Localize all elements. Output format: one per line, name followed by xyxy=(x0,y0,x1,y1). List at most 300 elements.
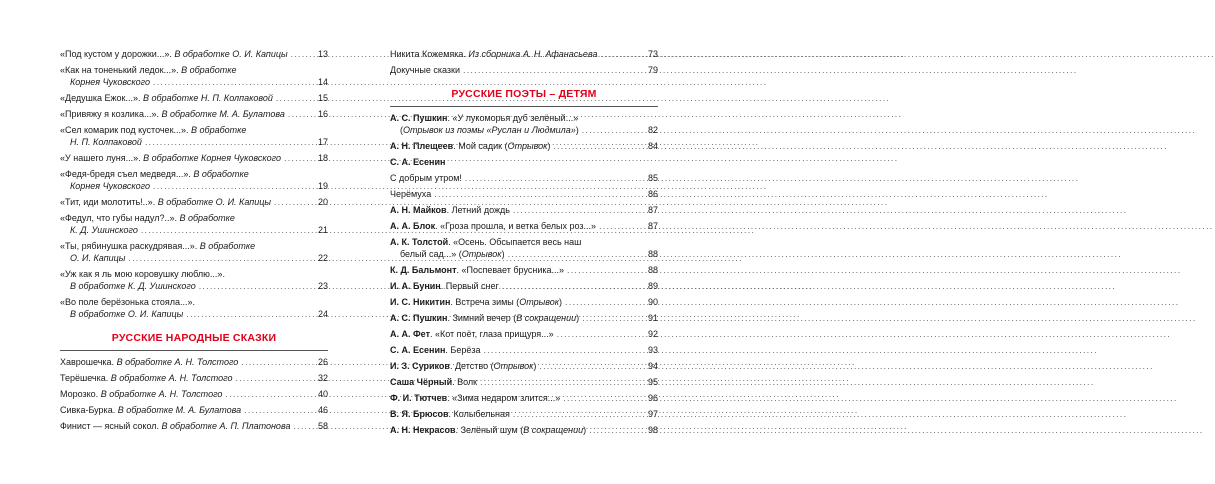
page-number: 96 xyxy=(647,393,658,403)
dot-leader xyxy=(567,264,641,276)
entry-line xyxy=(60,92,328,104)
entry-text xyxy=(390,237,581,247)
entry-title-end: ) xyxy=(576,313,580,323)
entry-line xyxy=(390,188,658,200)
entry-text xyxy=(60,169,249,179)
author-name: И. С. Никитин xyxy=(390,297,451,307)
entry-text xyxy=(60,404,241,416)
page-number: 46 xyxy=(317,405,328,415)
entry-text xyxy=(60,196,271,208)
toc-entry xyxy=(390,156,658,168)
toc-entry xyxy=(390,220,658,232)
dot-leader xyxy=(293,420,311,432)
entry-text xyxy=(60,125,246,135)
toc-entry xyxy=(390,172,658,184)
toc-entry xyxy=(390,140,658,152)
toc-entry xyxy=(390,280,658,292)
entry-line xyxy=(60,180,328,192)
entry-line xyxy=(60,240,328,252)
left-column xyxy=(60,48,328,436)
entry-line xyxy=(60,76,328,88)
author-name: А. А. Блок xyxy=(390,221,436,231)
toc-entry xyxy=(60,108,328,120)
entry-text xyxy=(390,280,499,292)
toc-entry xyxy=(60,240,328,264)
entry-line xyxy=(60,168,328,180)
entry-title: ( xyxy=(400,125,403,135)
dot-leader xyxy=(508,248,641,260)
entry-title: . «Осень. Обсыпается весь наш xyxy=(448,237,582,247)
entry-line xyxy=(390,360,658,372)
dot-leader xyxy=(284,152,311,164)
author-name: А. Н. Плещеев xyxy=(390,141,454,151)
entry-line xyxy=(60,64,328,76)
toc-entry xyxy=(390,328,658,340)
toc-entry xyxy=(390,64,658,76)
page-number: 98 xyxy=(647,425,658,435)
dot-leader xyxy=(291,48,311,60)
dot-leader xyxy=(553,140,641,152)
toc-entry xyxy=(390,296,658,308)
entry-text xyxy=(70,280,196,292)
entry-line xyxy=(60,388,328,400)
entry-title: Терёшечка. xyxy=(60,373,109,383)
dot-leader xyxy=(589,424,641,436)
dot-leader xyxy=(274,196,311,208)
toc-entry xyxy=(60,404,328,416)
entry-line xyxy=(60,152,328,164)
entry-title: Хаврошечка. xyxy=(60,357,115,367)
toc-entry xyxy=(390,424,658,436)
entry-title: Финист — ясный сокол. xyxy=(60,421,160,431)
entry-text xyxy=(390,204,510,216)
entry-text xyxy=(390,188,431,200)
page-number: 13 xyxy=(317,49,328,59)
entry-line xyxy=(390,220,658,232)
entry-title: . Мой садик ( xyxy=(453,141,508,151)
dot-leader xyxy=(539,360,641,372)
entry-title: Морозко. xyxy=(60,389,99,399)
author-name: И. А. Бунин xyxy=(390,281,441,291)
entry-line xyxy=(60,280,328,292)
section-title-poets: РУССКИЕ ПОЭТЫ – ДЕТЯМ xyxy=(451,88,597,100)
page-number: 22 xyxy=(317,253,328,263)
toc-entry xyxy=(390,112,658,136)
entry-text xyxy=(60,152,281,164)
entry-line xyxy=(390,408,658,420)
entry-text xyxy=(70,252,125,264)
entry-text xyxy=(390,220,596,232)
toc-entry xyxy=(390,392,658,404)
dot-leader xyxy=(502,280,641,292)
author-name: А. К. Толстой xyxy=(390,237,449,247)
author-name: С. А. Есенин xyxy=(390,157,446,167)
entry-title: «Сел комарик под кусточек...». xyxy=(60,125,189,135)
entry-text xyxy=(390,113,578,123)
entry-note: В обработке Корнея Чуковского xyxy=(140,153,282,163)
entry-text xyxy=(390,64,460,76)
toc-entry xyxy=(60,372,328,384)
dot-leader xyxy=(513,408,641,420)
entry-note: В обработке А. Н. Толстого xyxy=(108,373,233,383)
entry-note: В обработке А. Н. Толстого xyxy=(114,357,239,367)
toc-entry xyxy=(60,48,328,60)
page-number: 89 xyxy=(647,281,658,291)
entry-text xyxy=(390,424,586,436)
entry-note: В обработке О. И. Капицы xyxy=(70,309,184,319)
dot-leader xyxy=(241,356,311,368)
entry-title: . Берёза xyxy=(445,345,481,355)
entry-title-end: ) xyxy=(559,297,563,307)
entry-line xyxy=(60,308,328,320)
page-number: 93 xyxy=(647,345,658,355)
toc-entry xyxy=(60,356,328,368)
toc-entry xyxy=(60,124,328,148)
page-number: 97 xyxy=(647,409,658,419)
entry-title: Черёмуха xyxy=(390,189,432,199)
entry-title: «Федул, что губы надул?..». xyxy=(60,213,177,223)
author-name: Ф. И. Тютчев xyxy=(390,393,448,403)
author-name: А. Н. Некрасов xyxy=(390,425,456,435)
toc-entry xyxy=(390,360,658,372)
toc-entry xyxy=(390,312,658,324)
entry-title-end: ) xyxy=(583,425,587,435)
entry-line xyxy=(390,112,658,124)
dot-leader xyxy=(557,328,641,340)
entry-note: В обработке xyxy=(176,213,235,223)
entry-text xyxy=(390,360,536,372)
entry-title-end: ) xyxy=(501,249,505,259)
entry-text xyxy=(390,172,462,184)
entry-note: В обработке xyxy=(178,65,237,75)
entry-text xyxy=(60,420,290,432)
entry-line xyxy=(390,344,658,356)
dot-leader xyxy=(128,252,311,264)
entry-title: . «Зима недаром злится...» xyxy=(447,393,561,403)
entry-text xyxy=(400,124,579,136)
entry-line xyxy=(60,252,328,264)
author-name: Саша Чёрный xyxy=(390,377,453,387)
page-number: 79 xyxy=(647,65,658,75)
toc-entry xyxy=(390,264,658,276)
entry-title: «Как на тоненький ледок...». xyxy=(60,65,179,75)
page-number: 85 xyxy=(647,173,658,183)
entry-title: «У нашего луня...». xyxy=(60,153,141,163)
entry-title: . Летний дождь xyxy=(446,205,510,215)
entry-title: . Зелёный шум ( xyxy=(455,425,524,435)
entry-title: . «Поспевает брусника...» xyxy=(456,265,564,275)
toc-entry xyxy=(60,168,328,192)
entry-line xyxy=(60,372,328,384)
entry-text xyxy=(390,264,564,276)
author-name: И. З. Суриков xyxy=(390,361,450,371)
entry-line xyxy=(60,196,328,208)
entry-title: «Привяжу я козлика...». xyxy=(60,109,159,119)
entry-note: В обработке О. И. Капицы xyxy=(155,197,271,207)
entry-title: Сивка-Бурка. xyxy=(60,405,116,415)
page-number: 19 xyxy=(317,181,328,191)
entry-text xyxy=(60,65,237,75)
entry-line xyxy=(390,124,658,136)
entry-note: В обработке О. И. Капицы xyxy=(171,49,288,59)
page-number: 20 xyxy=(317,197,328,207)
entry-line xyxy=(60,224,328,236)
entry-title: белый сад...» ( xyxy=(400,249,462,259)
entry-title: . Волк xyxy=(452,377,478,387)
entry-note: Отрывок xyxy=(519,297,560,307)
entry-title: «Федя-бредя съел медведя...». xyxy=(60,169,191,179)
dot-leader xyxy=(434,188,641,200)
dot-leader xyxy=(153,180,311,192)
page-number: 58 xyxy=(317,421,328,431)
entry-text xyxy=(60,388,222,400)
entry-note: В сокращении xyxy=(516,313,577,323)
entry-text xyxy=(70,180,150,192)
entry-title: . Первый снег xyxy=(440,281,499,291)
dot-leader xyxy=(276,92,311,104)
page-number: 87 xyxy=(647,221,658,231)
entry-note: В обработке М. А. Булатова xyxy=(115,405,242,415)
entry-line xyxy=(390,280,658,292)
page-number: 32 xyxy=(317,373,328,383)
dot-leader xyxy=(465,172,641,184)
entry-note: Из сборника А. Н. Афанасьева xyxy=(465,49,598,59)
page-number: 84 xyxy=(647,141,658,151)
entry-note: Н. П. Колпаковой xyxy=(70,137,142,147)
author-name: А. С. Пушкин xyxy=(390,313,448,323)
entry-line xyxy=(390,236,658,248)
entry-text xyxy=(390,296,562,308)
dot-leader xyxy=(145,136,311,148)
page-number: 95 xyxy=(647,377,658,387)
entry-title-end: ) xyxy=(533,361,537,371)
toc-entry xyxy=(390,344,658,356)
entry-note: В сокращении xyxy=(523,425,584,435)
page-number: 15 xyxy=(317,93,328,103)
page-number: 14 xyxy=(317,77,328,87)
author-name: В. Я. Брюсов xyxy=(390,409,449,419)
page-number: 23 xyxy=(317,281,328,291)
page-number: 88 xyxy=(647,249,658,259)
entry-line xyxy=(60,404,328,416)
page-number: 87 xyxy=(647,205,658,215)
entry-title: «Ты, рябинушка раскудрявая...». xyxy=(60,241,198,251)
toc-entry xyxy=(390,204,658,216)
page-number: 21 xyxy=(317,225,328,235)
entry-note: О. И. Капицы xyxy=(70,253,126,263)
page-number: 40 xyxy=(317,389,328,399)
left-top-list xyxy=(60,48,328,320)
dot-leader xyxy=(513,204,641,216)
entry-title: Докучные сказки xyxy=(390,65,461,75)
entry-title-end: ) xyxy=(575,125,579,135)
section-title-folk-tales: РУССКИЕ НАРОДНЫЕ СКАЗКИ xyxy=(111,332,277,344)
page-number: 18 xyxy=(317,153,328,163)
page-number: 88 xyxy=(647,265,658,275)
author-name: С. А. Есенин xyxy=(390,345,446,355)
entry-line xyxy=(390,296,658,308)
entry-line xyxy=(390,312,658,324)
entry-note: Корнея Чуковского xyxy=(70,181,150,191)
entry-title: «Тит, иди молотить!..». xyxy=(60,197,156,207)
author-name: А. С. Пушкин xyxy=(390,113,448,123)
entry-text xyxy=(70,136,142,148)
author-name: К. Д. Бальмонт xyxy=(390,265,457,275)
entry-line xyxy=(60,124,328,136)
entry-note: В обработке xyxy=(190,169,249,179)
entry-line xyxy=(60,420,328,432)
entry-text xyxy=(390,376,477,388)
entry-line xyxy=(390,140,658,152)
toc-entry xyxy=(60,388,328,400)
entry-line xyxy=(390,172,658,184)
toc-entry xyxy=(60,420,328,432)
dot-leader xyxy=(236,372,312,384)
page-number: 17 xyxy=(317,137,328,147)
entry-text xyxy=(390,328,554,340)
toc-entry xyxy=(390,48,658,60)
dot-leader xyxy=(463,64,641,76)
entry-text xyxy=(70,308,183,320)
left-bottom-list xyxy=(60,356,328,432)
entry-note: В обработке А. П. Платонова xyxy=(159,421,291,431)
toc-entry xyxy=(60,152,328,164)
entry-note: В обработке xyxy=(197,241,256,251)
entry-note: Отрывок из поэмы «Руслан и Людмила» xyxy=(403,125,576,135)
toc-entry xyxy=(60,196,328,208)
entry-text xyxy=(60,213,235,223)
entry-note: В обработке К. Д. Ушинского xyxy=(70,281,196,291)
entry-note: В обработке xyxy=(188,125,247,135)
dot-leader xyxy=(186,308,311,320)
entry-line xyxy=(390,48,658,60)
toc-entry xyxy=(390,408,658,420)
entry-line xyxy=(60,108,328,120)
entry-note: Отрывок xyxy=(507,141,548,151)
dot-leader xyxy=(244,404,311,416)
entry-title: . «Гроза прошла, и ветка белых роз...» xyxy=(435,221,597,231)
dot-leader xyxy=(141,224,311,236)
toc-entry xyxy=(60,92,328,104)
right-top-list xyxy=(390,48,658,76)
entry-line xyxy=(390,64,658,76)
entry-note: К. Д. Ушинского xyxy=(70,225,138,235)
page-number: 26 xyxy=(317,357,328,367)
entry-title: «Под кустом у дорожки...». xyxy=(60,49,172,59)
page-number: 16 xyxy=(317,109,328,119)
entry-line xyxy=(390,376,658,388)
entry-text xyxy=(390,408,510,420)
section-rule xyxy=(60,350,328,351)
toc-entry xyxy=(60,296,328,320)
entry-title: . Встреча зимы ( xyxy=(450,297,520,307)
author-name: А. Н. Майков xyxy=(390,205,447,215)
entry-line xyxy=(390,392,658,404)
entry-title: «Во поле берёзонька стояла...». xyxy=(60,297,196,307)
entry-line xyxy=(60,356,328,368)
entry-title: С добрым утром! xyxy=(390,173,462,183)
entry-text xyxy=(390,312,579,324)
toc-entry xyxy=(390,236,658,260)
entry-text xyxy=(60,372,233,384)
dot-leader xyxy=(563,392,641,404)
toc-entry xyxy=(60,268,328,292)
entry-text xyxy=(390,344,480,356)
entry-note: В обработке М. А. Булатова xyxy=(158,109,285,119)
page-number: 90 xyxy=(647,297,658,307)
entry-line xyxy=(390,424,658,436)
dot-leader xyxy=(288,108,311,120)
entry-text xyxy=(60,269,225,279)
page-number: 92 xyxy=(647,329,658,339)
entry-text xyxy=(390,48,597,60)
entry-line xyxy=(60,296,328,308)
dot-leader xyxy=(565,296,641,308)
toc-entry xyxy=(60,64,328,88)
page-number: 86 xyxy=(647,189,658,199)
dot-leader xyxy=(225,388,311,400)
section-rule xyxy=(390,106,658,107)
entry-title: . «Кот поёт, глаза прищуря...» xyxy=(429,329,554,339)
dot-leader xyxy=(199,280,311,292)
right-bottom-list xyxy=(390,112,658,436)
entry-text xyxy=(60,92,273,104)
entry-line xyxy=(60,268,328,280)
dot-leader xyxy=(582,312,641,324)
entry-line xyxy=(390,264,658,276)
dot-leader xyxy=(600,48,641,60)
entry-title: . Зимний вечер ( xyxy=(447,313,517,323)
dot-leader xyxy=(483,344,641,356)
dot-leader xyxy=(582,124,641,136)
page-number: 82 xyxy=(647,125,658,135)
right-column xyxy=(390,48,658,440)
author-name: А. А. Фет xyxy=(390,329,430,339)
entry-title-end: ) xyxy=(547,141,551,151)
entry-text xyxy=(60,108,285,120)
entry-title: «Уж как я ль мою коровушку люблю...». xyxy=(60,269,225,279)
entry-text xyxy=(60,241,255,251)
dot-leader xyxy=(153,76,311,88)
entry-title: . «У лукоморья дуб зелёный...» xyxy=(447,113,579,123)
entry-text xyxy=(390,392,560,404)
entry-line xyxy=(60,48,328,60)
page-number: 94 xyxy=(647,361,658,371)
entry-text xyxy=(400,248,505,260)
page-number: 24 xyxy=(317,309,328,319)
entry-note: Корнея Чуковского xyxy=(70,77,150,87)
entry-title: «Дедушка Ежок...». xyxy=(60,93,141,103)
dot-leader xyxy=(480,376,641,388)
toc-entry xyxy=(390,188,658,200)
entry-text xyxy=(60,48,288,60)
entry-title: Никита Кожемяка. xyxy=(390,49,466,59)
toc-entry xyxy=(390,376,658,388)
entry-line xyxy=(390,156,658,168)
entry-note: Отрывок xyxy=(461,249,502,259)
entry-line xyxy=(390,204,658,216)
entry-text xyxy=(60,297,195,307)
entry-title: . Колыбельная xyxy=(448,409,510,419)
entry-note: В обработке Н. П. Колпаковой xyxy=(140,93,273,103)
page-number: 91 xyxy=(647,313,658,323)
entry-title: . Детство ( xyxy=(449,361,494,371)
entry-note: Отрывок xyxy=(493,361,534,371)
entry-line xyxy=(390,328,658,340)
entry-text xyxy=(390,140,550,152)
dot-leader xyxy=(599,220,641,232)
entry-line xyxy=(60,212,328,224)
